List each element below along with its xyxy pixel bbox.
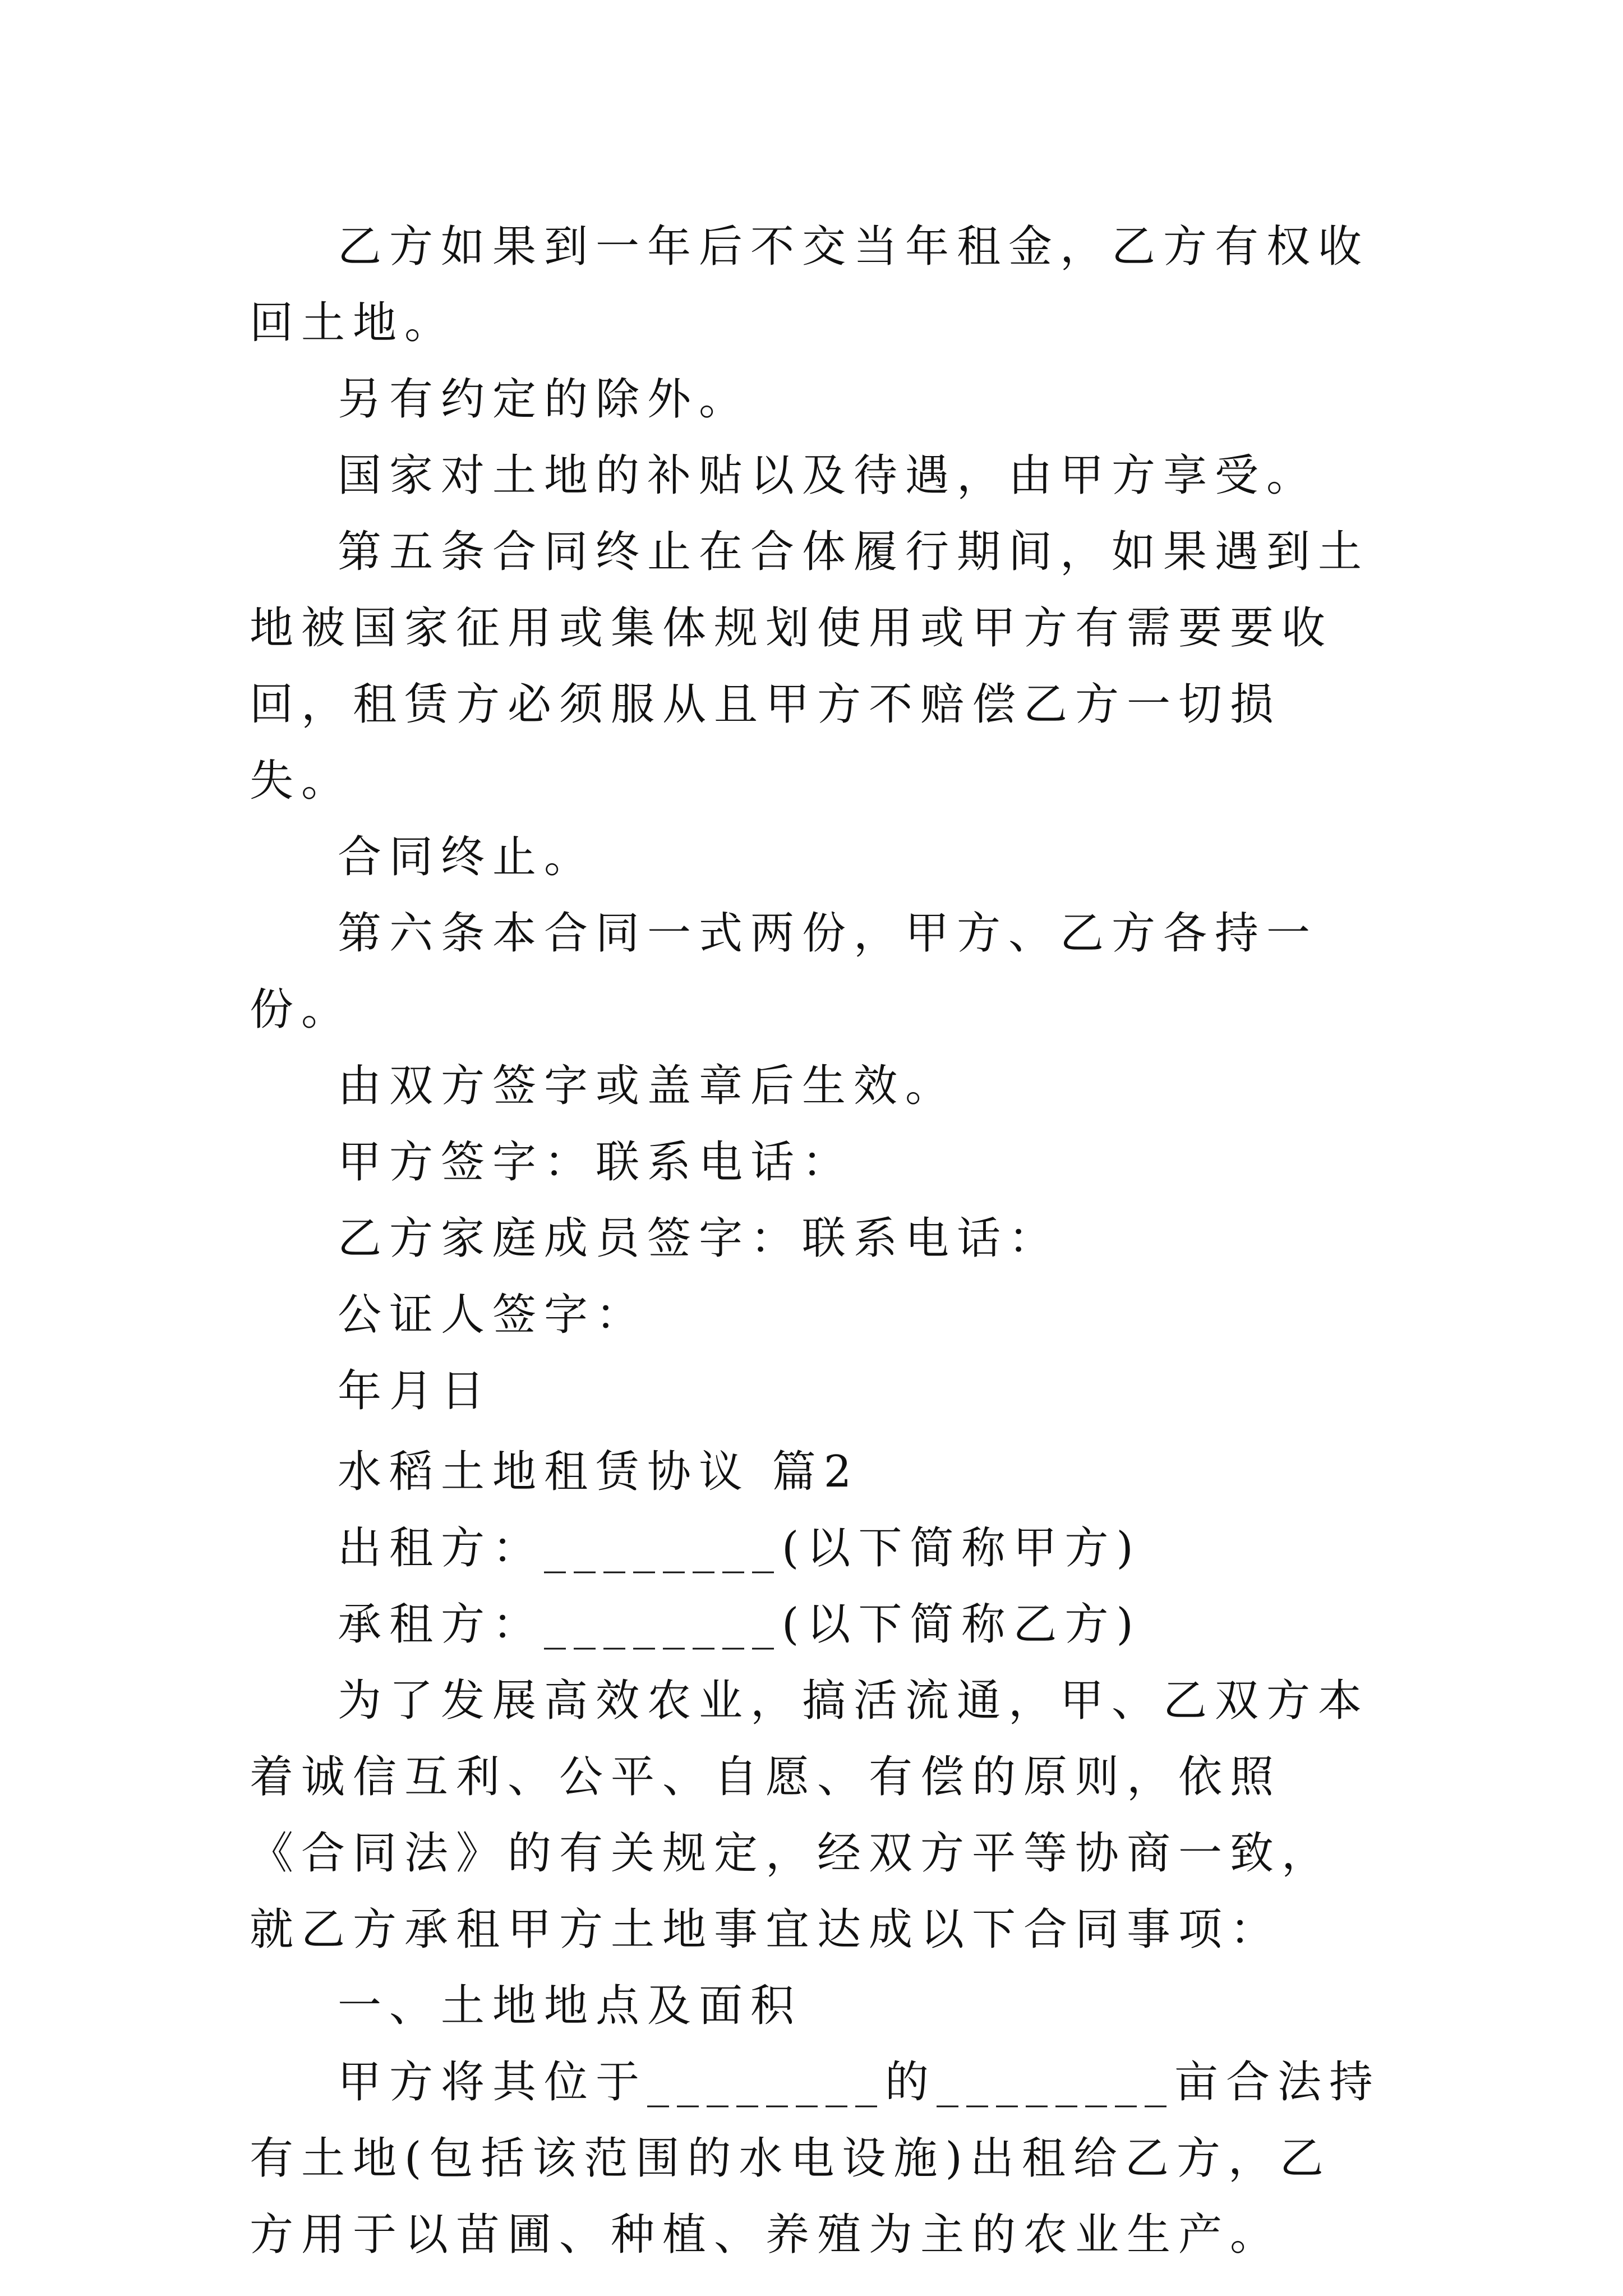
paragraph-land-description: 甲方将其位于________的________亩合法持有土地(包括该范围的水电设施)出租给乙方，乙方用于以苗圃、种植、养殖为主的农业生产。 — [250, 2057, 1381, 2260]
paragraph-article-six: 第六条本合同一式两份，甲方、乙方各持一份。 — [250, 908, 1318, 1035]
paragraph-contract-termination: 合同终止。 — [338, 832, 596, 882]
date-line: 年月日 — [338, 1366, 493, 1416]
section-title: 水稻土地租赁协议 篇2 — [338, 1447, 860, 1497]
lessor-line: 出租方：________(以下简称甲方) — [338, 1523, 1141, 1573]
paragraph-effective: 由双方签字或盖章后生效。 — [338, 1061, 957, 1111]
clause-heading-location-area: 一、土地地点及面积 — [338, 1981, 803, 2031]
notary-signature-line: 公证人签字： — [338, 1290, 648, 1340]
paragraph-other-agreement: 另有约定的除外。 — [338, 374, 751, 425]
paragraph-article-five: 第五条合同终止在合体履行期间，如果遇到土地被国家征用或集体规划使用或甲方有需要要收回，租赁方必须服从且甲方不赔偿乙方一切损失。 — [250, 527, 1370, 806]
party-a-signature-line: 甲方签字：联系电话： — [338, 1137, 854, 1188]
lessee-line: 承租方：________(以下简称乙方) — [338, 1599, 1141, 1650]
paragraph-rent-recovery: 乙方如果到一年后不交当年租金，乙方有权收回土地。 — [250, 222, 1370, 348]
paragraph-preamble: 为了发展高效农业，搞活流通，甲、乙双方本着诚信互利、公平、自愿、有偿的原则，依照《合同法》的有关规定，经双方平等协商一致，就乙方承租甲方土地事宜达成以下合同事项： — [250, 1676, 1370, 1955]
paragraph-state-subsidy: 国家对土地的补贴以及待遇，由甲方享受。 — [338, 450, 1318, 501]
document-body — [250, 209, 1382, 2273]
party-b-signature-line: 乙方家庭成员签字：联系电话： — [338, 1213, 1061, 1264]
